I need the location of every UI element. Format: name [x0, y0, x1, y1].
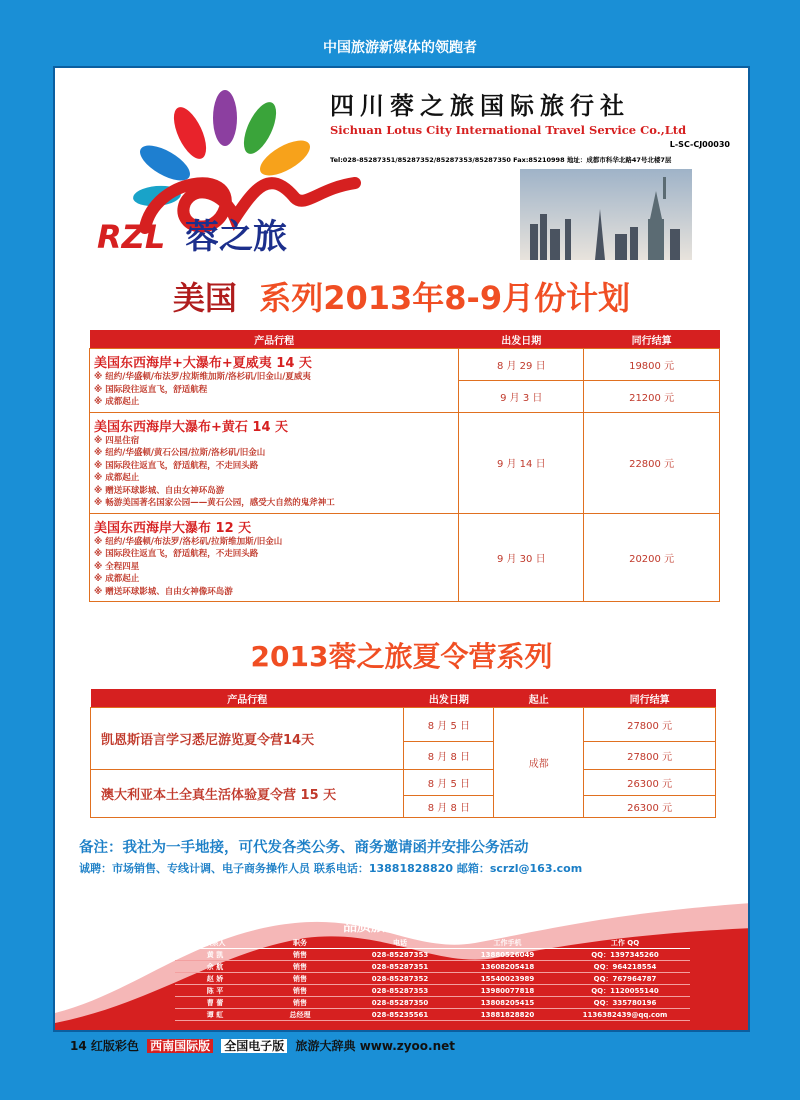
price-cell: 27800 元 — [584, 708, 716, 742]
company-name-cn: 四川蓉之旅国际旅行社 — [330, 91, 630, 120]
price-cell: 27800 元 — [584, 742, 716, 770]
contact-qq: QQ：767964787 — [560, 973, 690, 985]
column-header: 电话 — [345, 938, 455, 949]
remark-text: 备注：我社为一手地接，可代发各类公务、商务邀请函并安排公务活动 — [79, 840, 529, 856]
recruit-text: 诚聘：市场销售、专线计调、电子商务操作人员 联系电话：13881828820 邮箱：scrzl@163.com — [79, 862, 583, 875]
product-name: 澳大利亚本土全真生活体验夏令营 15 天 — [91, 770, 404, 818]
contact-qq: QQ：1120055140 — [560, 985, 690, 997]
product-feature: ※ 全程四星 — [94, 561, 140, 572]
summer-camp-table — [90, 689, 716, 818]
price-cell: 20200 元 — [584, 513, 720, 602]
series-title: 系列2013年8-9月份计划 — [259, 279, 631, 317]
edition-label: 红版彩色 — [90, 1039, 139, 1053]
contact-mobile: 13808205415 — [455, 997, 560, 1009]
product-cell — [90, 412, 459, 513]
column-header: 职务 — [255, 938, 345, 949]
column-header: 工作 QQ — [560, 938, 690, 949]
page-number: 14 — [70, 1039, 87, 1053]
contact-mobile: 13880526049 — [455, 949, 560, 961]
table-row — [175, 997, 690, 1009]
contact-name: 曹 蕾 — [175, 997, 255, 1009]
us-series-heading — [55, 273, 748, 319]
country-title: 美国 — [172, 279, 237, 317]
contact-qq: QQ：1397345260 — [560, 949, 690, 961]
table-header-row — [90, 330, 720, 349]
table-row — [175, 985, 690, 997]
product-feature: ※ 纽约/华盛顿/黄石公园/拉斯/洛杉矶/旧金山 — [94, 448, 266, 458]
region-badge: 西南国际版 — [147, 1039, 213, 1053]
price-cell: 22800 元 — [584, 412, 720, 513]
contact-mobile: 13608205418 — [455, 961, 560, 973]
contact-qq: QQ：335780196 — [560, 997, 690, 1009]
contact-qq: 1136382439@qq.com — [560, 1009, 690, 1021]
company-name-en: Sichuan Lotus City International Travel Service Co.,Ltd — [330, 123, 687, 137]
table-header-row — [175, 938, 690, 949]
date-cell: 8 月 5 日 — [404, 770, 494, 796]
contact-role: 销售 — [255, 949, 345, 961]
contact-qq: QQ：964218554 — [560, 961, 690, 973]
date-cell: 8 月 8 日 — [404, 796, 494, 818]
license-number: L-SC-CJ00030 — [669, 140, 730, 149]
product-feature: ※ 国际段往返直飞，舒适航程，不走回头路 — [94, 460, 259, 471]
product-title: 美国东西海岸+大瀑布+夏威夷 14 天 — [94, 356, 312, 371]
contact-phone: 028-85287353 — [345, 949, 455, 961]
column-header: 出发日期 — [404, 689, 494, 708]
product-feature: ※ 成都起止 — [94, 574, 140, 584]
column-header: 产品行程 — [91, 689, 404, 708]
product-feature: ※ 畅游美国著名国家公园——黄石公园，感受大自然的鬼斧神工 — [94, 498, 335, 508]
table-row — [91, 708, 716, 742]
date-cell: 9 月 3 日 — [459, 380, 584, 412]
national-label: 全国电子版 — [221, 1039, 287, 1053]
publication-title: 旅游大辞典 — [295, 1039, 356, 1053]
contact-mobile: 15540023989 — [455, 973, 560, 985]
price-cell: 26300 元 — [584, 796, 716, 818]
table-row — [90, 349, 720, 381]
product-title: 美国东西海岸大瀑布 12 天 — [94, 520, 252, 536]
product-feature: ※ 成都起止 — [94, 397, 140, 407]
table-row — [90, 513, 720, 602]
product-feature: ※ 国际段往返直飞，舒适航程，不走回头路 — [94, 549, 259, 559]
column-header: 产品行程 — [90, 330, 459, 349]
contact-role: 销售 — [255, 985, 345, 997]
contact-phone: 028-85287352 — [345, 973, 455, 985]
flyer-page — [53, 66, 750, 1032]
price-cell: 21200 元 — [584, 380, 720, 412]
contact-role: 销售 — [255, 997, 345, 1009]
table-row — [175, 961, 690, 973]
price-cell: 26300 元 — [584, 770, 716, 796]
company-info — [330, 86, 740, 164]
contact-name: 谭 虹 — [175, 1009, 255, 1021]
table-row — [175, 973, 690, 985]
origin-cell: 成都 — [494, 708, 584, 818]
product-cell — [90, 349, 459, 413]
service-slogan: 品质旅游 品质服务 — [343, 919, 460, 935]
contact-name: 赵 娇 — [175, 973, 255, 985]
product-feature: ※ 赠送环球影城、自由女神像环岛游 — [94, 586, 233, 597]
slogan: 中国旅游新媒体的领跑者 — [323, 40, 477, 56]
us-tour-table — [89, 330, 720, 602]
price-cell: 19800 元 — [584, 349, 720, 381]
contact-role: 销售 — [255, 961, 345, 973]
statue-of-liberty-photo — [520, 169, 692, 260]
svg-text:RZL: RZL — [97, 218, 166, 256]
column-header: 同行结算 — [584, 689, 716, 708]
date-cell: 9 月 30 日 — [459, 513, 584, 602]
contact-phone: 028-85287350 — [345, 997, 455, 1009]
table-header-row — [91, 689, 716, 708]
summer-camp-heading: 2013蓉之旅夏令营系列 — [250, 640, 553, 673]
top-banner — [0, 0, 800, 66]
table-row — [175, 1009, 690, 1021]
column-header: 起止 — [494, 689, 584, 708]
contact-name: 陈 平 — [175, 985, 255, 997]
column-header: 工作手机 — [455, 938, 560, 949]
contact-phone: 028-85287353 — [345, 985, 455, 997]
contact-table — [175, 938, 690, 1021]
product-title: 美国东西海岸大瀑布+黄石 14 天 — [94, 419, 289, 435]
product-feature: ※ 四星住宿 — [94, 435, 140, 446]
contact-line: Tel:028-85287351/85287352/85287353/85287350 Fax:85210998 地址：成都市科华北路47号北楼7层 — [330, 156, 672, 164]
date-cell: 8 月 5 日 — [404, 708, 494, 742]
product-feature: ※ 纽约/华盛顿/布法罗/洛杉矶/拉斯维加斯/旧金山 — [94, 536, 283, 547]
product-feature: ※ 纽约/华盛顿/布法罗/拉斯维加斯/洛杉矶/旧金山/夏威夷 — [94, 372, 311, 382]
contact-phone: 028-85235561 — [345, 1009, 455, 1021]
contact-role: 销售 — [255, 973, 345, 985]
contact-role: 总经理 — [255, 1009, 345, 1021]
product-feature: ※ 国际段往返直飞，舒适航程 — [94, 384, 208, 395]
date-cell: 8 月 8 日 — [404, 742, 494, 770]
product-feature: ※ 成都起止 — [94, 473, 140, 483]
contact-phone: 028-85287351 — [345, 961, 455, 973]
column-header: 同行结算 — [584, 330, 720, 349]
product-feature: ※ 赠送环球影城、自由女神环岛游 — [94, 485, 225, 496]
website-link[interactable]: www.zyoo.net — [359, 1039, 456, 1053]
table-row — [90, 412, 720, 513]
contact-name: 余 航 — [175, 961, 255, 973]
svg-text:蓉之旅: 蓉之旅 — [185, 217, 287, 257]
product-cell — [90, 513, 459, 602]
product-name: 凯恩斯语言学习悉尼游览夏令营14天 — [91, 708, 404, 770]
page-footer — [70, 1037, 455, 1054]
table-row — [91, 770, 716, 796]
date-cell: 8 月 29 日 — [459, 349, 584, 381]
contact-name: 黄 凯 — [175, 949, 255, 961]
column-header: 出发日期 — [459, 330, 584, 349]
contact-mobile: 13881828820 — [455, 1009, 560, 1021]
contact-mobile: 13980077818 — [455, 985, 560, 997]
date-cell: 9 月 14 日 — [459, 412, 584, 513]
column-header: 联系人 — [175, 938, 255, 949]
table-row — [175, 949, 690, 961]
